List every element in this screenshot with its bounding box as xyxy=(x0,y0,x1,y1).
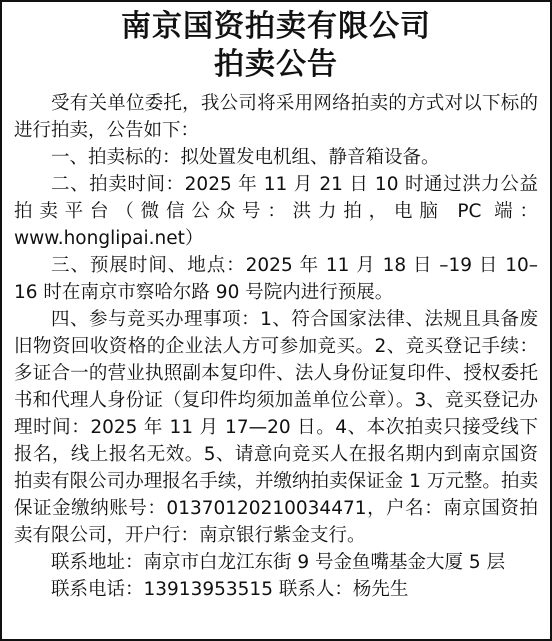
notice-item-auction-object: 一、拍卖标的：拟处置发电机组、静音箱设备。 xyxy=(51,147,440,168)
notice-title-announcement: 拍卖公告 xyxy=(214,47,338,82)
notice-intro: 受有关单位委托，我公司将采用网络拍卖的方式对以下标的进行拍卖，公告如下： xyxy=(14,93,538,141)
notice-body xyxy=(14,90,538,603)
notice-contact-address: 联系地址：南京市白龙江东街 9 号金鱼嘴基金大厦 5 层 xyxy=(51,552,506,573)
notice-item-auction-time: 二、拍卖时间：2025 年 11 月 21 日 10 时通过洪力公益拍卖平台（微信公众号：洪力拍，电脑 PC 端：www.honglipai.net） xyxy=(14,174,538,249)
notice-title-company: 南京国资拍卖有限公司 xyxy=(121,9,431,44)
notice-contact-phone: 联系电话：13913953515 联系人：杨先生 xyxy=(51,579,409,600)
notice-item-bidding-requirements: 四、参与竞买办理事项：1、符合国家法律、法规且具备废旧物资回收资格的企业法人方可参加竞买。2、竞买登记手续：多证合一的营业执照副本复印件、法人身份证复印件、授权委托书和代理人身份证（复印件均须加盖单位公章）。3、竞买登记办理时间：2025 年 11 月 17—20 日。4、本次拍卖只接受线下报名，线上报名无效。5、请意向竞买人在报名期内到南京国资拍卖有限公司办理报名手续，并缴纳拍卖保证金 1 万元整。拍卖保证金缴纳账号：01370120210034471，户名：南京国资拍卖有限公司，开户行：南京银行紫金支行。 xyxy=(14,309,538,546)
notice-item-preview: 三、预展时间、地点：2025 年 11 月 18 日 –19 日 10–16 时在南京市察哈尔路 90 号院内进行预展。 xyxy=(14,255,538,303)
